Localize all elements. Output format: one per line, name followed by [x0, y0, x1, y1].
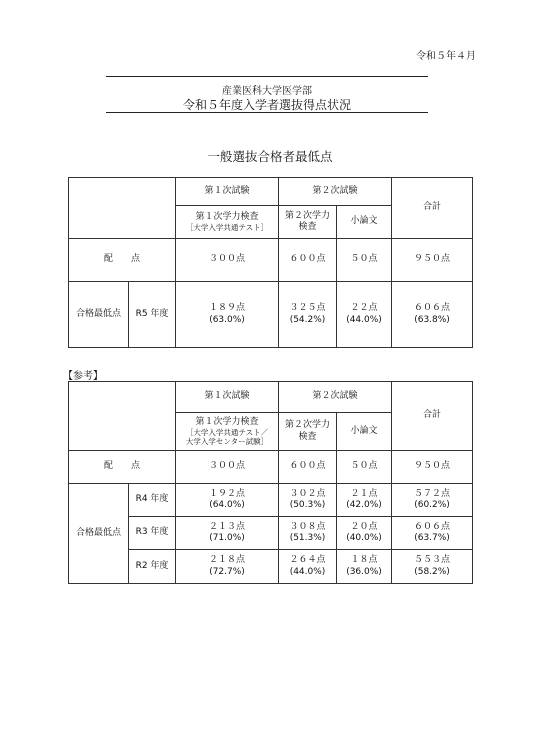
subheader-second-test-line1: 第２次学力 — [284, 210, 330, 221]
row-label-allotment: 配 点 — [69, 451, 176, 484]
score-value: ２０点 — [350, 521, 378, 532]
table-corner-cell — [69, 178, 176, 239]
min-score-table — [68, 177, 473, 348]
subheader-second-test — [279, 206, 337, 239]
allot-total: ９５０点 — [392, 239, 473, 282]
section-title: 一般選抜合格者最低点 — [207, 149, 333, 164]
score-percent: (36.0%) — [346, 566, 382, 577]
score-value: １９２点 — [208, 488, 245, 499]
score-percent: (54.2%) — [289, 314, 326, 325]
document-title: 令和５年度入学者選抜得点状況 — [182, 98, 351, 112]
allot-second: ６００点 — [279, 451, 337, 484]
subheader-second-test-line2: 検査 — [298, 431, 317, 442]
score-value: ５７２点 — [414, 488, 451, 499]
score-percent: (42.0%) — [346, 500, 382, 510]
score-value: ２１点 — [350, 488, 378, 499]
header-rule-top — [106, 76, 428, 77]
university-name: 産業医科大学医学部 — [222, 86, 312, 97]
row-label-allotment: 配 点 — [69, 239, 176, 282]
header-total: 合計 — [392, 178, 473, 239]
score-value: ３２５点 — [289, 303, 326, 314]
score-percent: (63.7%) — [414, 533, 450, 543]
score-first — [176, 282, 279, 348]
score-second — [279, 517, 337, 550]
subheader-second-test-line2: 検査 — [298, 222, 317, 232]
header-second-exam: 第２次試験 — [279, 382, 392, 413]
header-first-exam: 第１次試験 — [176, 178, 279, 206]
score-value: ６０６点 — [414, 303, 451, 314]
row-year: R3 年度 — [129, 517, 176, 550]
subheader-first-test-line2: ［大学入学共通テスト／ — [185, 427, 269, 437]
table-row — [69, 484, 473, 517]
score-percent: (63.0%) — [209, 314, 245, 325]
allot-essay: ５０点 — [337, 451, 392, 484]
score-value: ２１８点 — [208, 555, 245, 566]
subheader-first-test-line2: ［大学入学共通テスト］ — [185, 222, 269, 232]
score-total — [392, 517, 473, 550]
score-percent: (40.0%) — [346, 533, 382, 543]
subheader-essay: 小論文 — [337, 413, 392, 451]
subheader-second-test-line1: 第２次学力 — [284, 420, 330, 431]
allot-essay: ５０点 — [337, 239, 392, 282]
score-total — [392, 484, 473, 517]
allot-second: ６００点 — [279, 239, 337, 282]
score-value: ５５３点 — [414, 555, 451, 566]
score-percent: (60.2%) — [414, 500, 450, 510]
score-percent: (58.2%) — [414, 566, 450, 577]
row-year: R2 年度 — [129, 550, 176, 584]
score-value: ２６４点 — [289, 555, 326, 566]
score-percent: (51.3%) — [289, 533, 326, 543]
score-percent: (72.7%) — [209, 566, 245, 577]
score-value: ２２点 — [350, 303, 378, 314]
score-percent: (63.8%) — [414, 314, 450, 325]
score-first — [176, 484, 279, 517]
header-rule-bottom — [106, 112, 428, 113]
row-label-min-score: 合格最低点 — [69, 484, 129, 584]
table-corner-cell — [69, 382, 176, 451]
table-row — [69, 550, 473, 584]
score-percent: (44.0%) — [289, 566, 326, 577]
subheader-first-test-line1: 第１次学力検査 — [195, 211, 259, 222]
allot-first: ３００点 — [176, 451, 279, 484]
score-total — [392, 550, 473, 584]
document-date: 令和５年４月 — [416, 51, 476, 62]
subheader-first-test — [176, 413, 279, 451]
allot-first: ３００点 — [176, 239, 279, 282]
score-total — [392, 282, 473, 348]
allot-total: ９５０点 — [392, 451, 473, 484]
subheader-first-test-line3: 大学入学センター試験］ — [185, 437, 269, 447]
subheader-first-test — [176, 206, 279, 239]
table-row — [69, 517, 473, 550]
row-label-min-score: 合格最低点 — [69, 282, 129, 348]
subheader-second-test — [279, 413, 337, 451]
score-percent: (50.3%) — [289, 500, 326, 510]
score-percent: (44.0%) — [346, 314, 382, 325]
header-first-exam: 第１次試験 — [176, 382, 279, 413]
reference-table — [68, 381, 473, 584]
reference-label: 【参考】 — [63, 371, 103, 382]
score-first — [176, 517, 279, 550]
score-value: ３０２点 — [289, 488, 326, 499]
score-value: １８９点 — [208, 303, 245, 314]
header-total: 合計 — [392, 382, 473, 451]
score-essay — [337, 550, 392, 584]
score-value: ２１３点 — [208, 521, 245, 532]
score-second — [279, 282, 337, 348]
score-percent: (71.0%) — [209, 533, 245, 543]
row-year: R5 年度 — [129, 282, 176, 348]
score-essay — [337, 517, 392, 550]
score-essay — [337, 282, 392, 348]
score-second — [279, 484, 337, 517]
score-essay — [337, 484, 392, 517]
score-percent: (64.0%) — [209, 500, 245, 510]
score-value: ６０６点 — [414, 521, 451, 532]
score-first — [176, 550, 279, 584]
score-second — [279, 550, 337, 584]
header-second-exam: 第２次試験 — [279, 178, 392, 206]
row-year: R4 年度 — [129, 484, 176, 517]
score-value: １８点 — [350, 555, 378, 566]
subheader-essay: 小論文 — [337, 206, 392, 239]
score-value: ３０８点 — [289, 521, 326, 532]
subheader-first-test-line1: 第１次学力検査 — [195, 416, 259, 427]
